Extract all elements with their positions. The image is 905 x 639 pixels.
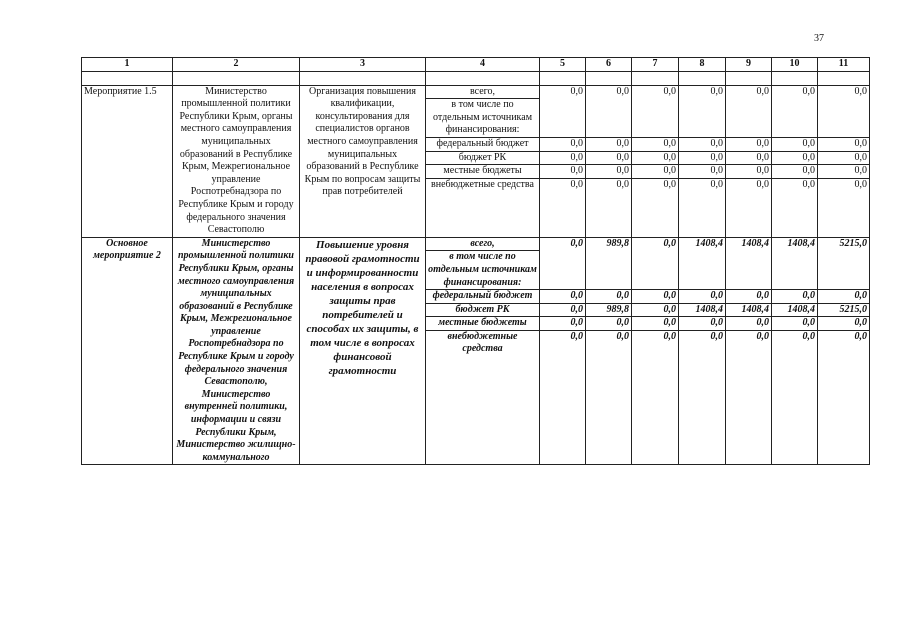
value-cell: 0,0 <box>679 330 726 465</box>
value-cell: 0,0 <box>632 85 679 137</box>
value-cell: 0,0 <box>540 237 586 289</box>
value-cell: 0,0 <box>540 303 586 317</box>
value-cell: 0,0 <box>586 137 632 151</box>
column-header: 7 <box>632 58 679 72</box>
value-cell: 0,0 <box>540 178 586 237</box>
value-cell: 0,0 <box>679 137 726 151</box>
sub-heading: в том числе по отдельным источникам финансирования: <box>426 251 540 290</box>
column-header: 5 <box>540 58 586 72</box>
value-cell: 0,0 <box>540 85 586 137</box>
column-header: 6 <box>586 58 632 72</box>
value-cell: 0,0 <box>772 165 818 179</box>
value-cell: 0,0 <box>818 290 870 304</box>
executor-cell: Министерство промышленной политики Республики Крым, органы местного самоуправления муниципальных образований в Республике Крым, Межрегиональное управление Роспотребнадзора по Республике Крым и городу федерального значения Севастополю, Министерство внутренней политики, информации и связи Республики Крым, Министерство жилищно-коммунального <box>173 237 300 465</box>
value-cell: 1408,4 <box>679 303 726 317</box>
value-cell: 0,0 <box>772 317 818 331</box>
column-header: 11 <box>818 58 870 72</box>
value-cell: 0,0 <box>726 137 772 151</box>
executor-cell: Министерство промышленной политики Республики Крым, органы местного самоуправления муниципальных образований в Республике Крым, Межрегиональное управление Роспотребнадзора по Республике Крым и городу федерального значения Севастополю <box>173 85 300 237</box>
column-header: 10 <box>772 58 818 72</box>
column-header: 9 <box>726 58 772 72</box>
column-header: 4 <box>426 58 540 72</box>
source-label: всего, <box>426 85 540 99</box>
value-cell: 1408,4 <box>726 237 772 289</box>
value-cell: 0,0 <box>772 290 818 304</box>
value-cell: 0,0 <box>726 317 772 331</box>
value-cell: 0,0 <box>726 85 772 137</box>
event-cell: Мероприятие 1.5 <box>82 85 173 237</box>
value-cell: 0,0 <box>772 85 818 137</box>
value-cell: 0,0 <box>818 165 870 179</box>
value-cell: 0,0 <box>586 165 632 179</box>
source-label: местные бюджеты <box>426 317 540 331</box>
value-cell: 0,0 <box>586 85 632 137</box>
blank-row <box>82 71 870 85</box>
value-cell: 5215,0 <box>818 303 870 317</box>
source-label: местные бюджеты <box>426 165 540 179</box>
sub-heading: в том числе по отдельным источникам финансирования: <box>426 99 540 138</box>
value-cell: 0,0 <box>772 137 818 151</box>
value-cell: 0,0 <box>540 137 586 151</box>
value-cell: 1408,4 <box>726 303 772 317</box>
value-cell: 0,0 <box>632 237 679 289</box>
value-cell: 1408,4 <box>679 237 726 289</box>
value-cell: 0,0 <box>818 317 870 331</box>
table-row <box>82 85 870 99</box>
funding-table <box>81 57 870 465</box>
description-cell: Повышение уровня правовой грамотности и информированности населения в вопросах защиты прав потребителей и способах их защиты, в том числе в вопросах финансовой грамотности <box>300 237 426 465</box>
value-cell: 989,8 <box>586 237 632 289</box>
value-cell: 0,0 <box>632 317 679 331</box>
value-cell: 0,0 <box>726 290 772 304</box>
value-cell: 0,0 <box>632 330 679 465</box>
value-cell: 0,0 <box>772 178 818 237</box>
column-header: 3 <box>300 58 426 72</box>
value-cell: 0,0 <box>540 165 586 179</box>
value-cell: 0,0 <box>540 290 586 304</box>
value-cell: 0,0 <box>679 151 726 165</box>
value-cell: 0,0 <box>818 85 870 137</box>
value-cell: 0,0 <box>632 303 679 317</box>
description-cell: Организация повышения квалификации, консультирования для специалистов органов местного самоуправления муниципальных образований в Республике Крым по вопросам защиты прав потребителей <box>300 85 426 237</box>
value-cell: 5215,0 <box>818 237 870 289</box>
value-cell: 0,0 <box>679 290 726 304</box>
value-cell: 0,0 <box>818 330 870 465</box>
value-cell: 0,0 <box>726 165 772 179</box>
value-cell: 0,0 <box>540 151 586 165</box>
source-label: внебюджетные средства <box>426 330 540 465</box>
value-cell: 0,0 <box>586 290 632 304</box>
value-cell: 0,0 <box>540 330 586 465</box>
value-cell: 0,0 <box>818 137 870 151</box>
value-cell: 0,0 <box>586 151 632 165</box>
value-cell: 0,0 <box>679 165 726 179</box>
value-cell: 0,0 <box>632 165 679 179</box>
column-header: 8 <box>679 58 726 72</box>
source-label: бюджет РК <box>426 303 540 317</box>
value-cell: 0,0 <box>772 330 818 465</box>
value-cell: 0,0 <box>726 178 772 237</box>
value-cell: 1408,4 <box>772 303 818 317</box>
value-cell: 0,0 <box>726 330 772 465</box>
source-label: бюджет РК <box>426 151 540 165</box>
event-cell: Основное мероприятие 2 <box>82 237 173 465</box>
value-cell: 0,0 <box>679 85 726 137</box>
column-header: 2 <box>173 58 300 72</box>
value-cell: 0,0 <box>632 137 679 151</box>
value-cell: 1408,4 <box>772 237 818 289</box>
value-cell: 0,0 <box>632 290 679 304</box>
value-cell: 0,0 <box>679 317 726 331</box>
source-label: федеральный бюджет <box>426 290 540 304</box>
value-cell: 0,0 <box>818 151 870 165</box>
value-cell: 0,0 <box>586 317 632 331</box>
source-label: федеральный бюджет <box>426 137 540 151</box>
table-row <box>82 237 870 251</box>
header-row <box>82 58 870 72</box>
page-number: 37 <box>814 33 824 44</box>
value-cell: 0,0 <box>818 178 870 237</box>
source-label: всего, <box>426 237 540 251</box>
value-cell: 989,8 <box>586 303 632 317</box>
value-cell: 0,0 <box>586 178 632 237</box>
value-cell: 0,0 <box>540 317 586 331</box>
column-header: 1 <box>82 58 173 72</box>
value-cell: 0,0 <box>772 151 818 165</box>
value-cell: 0,0 <box>632 151 679 165</box>
source-label: внебюджетные средства <box>426 178 540 237</box>
value-cell: 0,0 <box>632 178 679 237</box>
value-cell: 0,0 <box>726 151 772 165</box>
value-cell: 0,0 <box>586 330 632 465</box>
value-cell: 0,0 <box>679 178 726 237</box>
